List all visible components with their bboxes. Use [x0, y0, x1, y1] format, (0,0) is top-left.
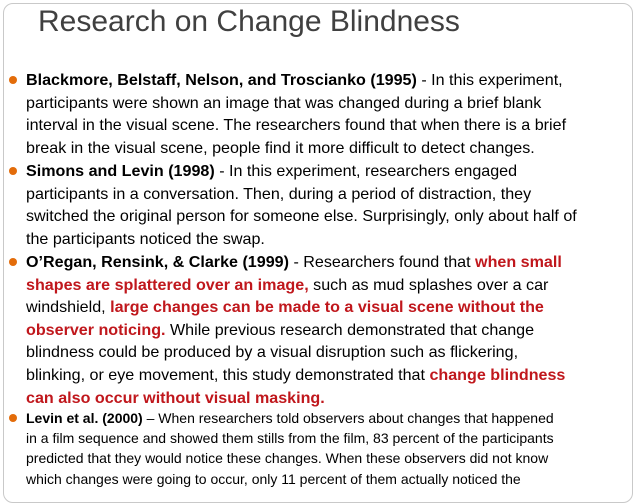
body-text: - In this experiment, researchers engaged participants in a conversation. Then, during a period of distraction, they switched the original person for someone else. Surprisingly, only about half of the participants noticed the swap. — [26, 162, 577, 248]
citation: Simons and Levin (1998) — [26, 162, 215, 180]
bullet-text — [26, 69, 638, 159]
bullet-text — [26, 160, 638, 250]
bullet-dot-icon — [9, 167, 17, 175]
citation: Blackmore, Belstaff, Nelson, and Troscianko (1995) — [26, 71, 417, 89]
bullet-text — [26, 408, 638, 489]
body-text: - In this experiment, participants were shown an image that was changed during a brief blank interval in the visual scene. The researchers found that when there is a brief break in the visual scene, people find it more difficult to detect changes. — [26, 71, 567, 157]
bullet-dot-icon — [9, 76, 17, 84]
bullet-text — [26, 251, 638, 409]
citation: Levin et al. (2000) — [26, 410, 143, 426]
bullet-dot-icon — [9, 258, 17, 266]
body-text: While previous research demonstrated that change blindness could be produced by a visual disruption such as flickering, blinking, or eye movement, this study demonstrated that — [26, 320, 535, 384]
emphasis-text: change blindness can also occur without visual masking. — [26, 365, 566, 407]
slide-title: Research on Change Blindness — [38, 5, 460, 38]
emphasis-text: large changes can be made to a visual scene without the observer noticing. — [26, 298, 544, 339]
citation: O’Regan, Rensink, & Clarke (1999) — [26, 253, 289, 271]
body-text: such as mud splashes over a car windshield, — [26, 275, 549, 317]
body-text: – When researchers told observers about changes that happened in a film sequence and showed them stills from the film, 83 percent of the participants predicted that they would notice these changes. When these observers did not know which changes were going to occur, only 11 percent of them actually noticed the — [26, 410, 554, 487]
bullet-dot-icon — [9, 414, 17, 422]
emphasis-text: when small shapes are splattered over an image, — [26, 253, 562, 294]
body-text: - Researchers found that — [288, 253, 476, 271]
